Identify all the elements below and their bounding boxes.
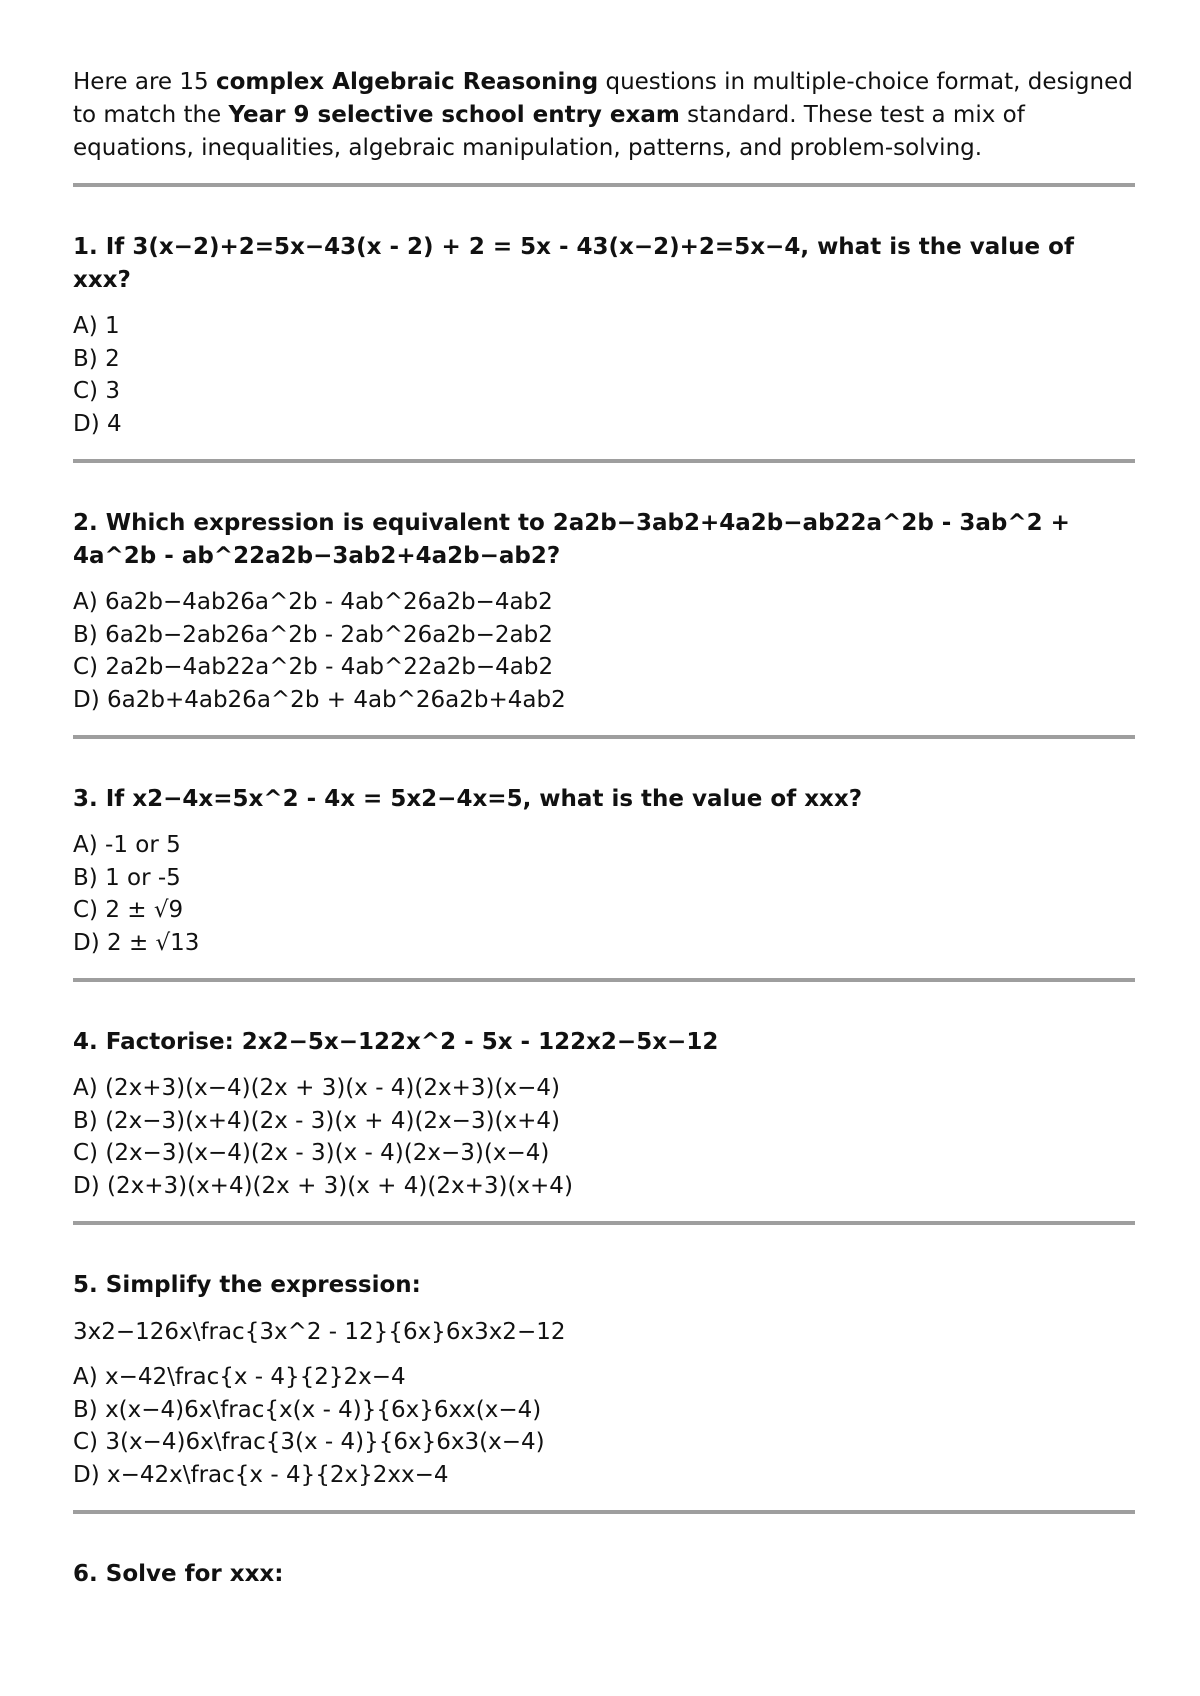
option-d: D) 4	[73, 410, 122, 437]
option-c: C) 2a2b−4ab22a^2b - 4ab^22a2b−4ab2	[73, 654, 554, 680]
question-title: 2. Which expression is equivalent to 2a2b−3ab2+4a2b−ab22a^2b - 3ab^2 + 4a^2b - ab^22a2b−3ab2+4a2b−ab2?	[73, 510, 1070, 569]
question-1	[73, 231, 1135, 440]
divider	[73, 735, 1135, 739]
options-list	[73, 829, 1135, 959]
question-title: 3. If x2−4x=5x^2 - 4x = 5x2−4x=5, what is the value of xxx?	[73, 786, 863, 812]
question-title: 4. Factorise: 2x2−5x−122x^2 - 5x - 122x2−5x−12	[73, 1029, 719, 1055]
question-title: 5. Simplify the expression:	[73, 1272, 421, 1298]
option-a: A) x−42\frac{x - 4}{2}2x−4	[73, 1364, 406, 1390]
option-a: A) (2x+3)(x−4)(2x + 3)(x - 4)(2x+3)(x−4)	[73, 1075, 560, 1101]
intro-paragraph	[73, 66, 1135, 165]
options-list	[73, 1072, 1135, 1202]
option-c: C) (2x−3)(x−4)(2x - 3)(x - 4)(2x−3)(x−4)	[73, 1140, 550, 1166]
options-list	[73, 586, 1135, 716]
option-c: C) 2 ± √9	[73, 897, 184, 923]
option-a: A) 1	[73, 313, 120, 339]
option-a: A) 6a2b−4ab26a^2b - 4ab^26a2b−4ab2	[73, 589, 553, 615]
divider	[73, 1221, 1135, 1225]
option-d: D) 6a2b+4ab26a^2b + 4ab^26a2b+4ab2	[73, 686, 566, 713]
intro-text: questions in multiple-choice format, designed to match the	[73, 69, 1133, 128]
question-4	[73, 1026, 1135, 1202]
divider	[73, 978, 1135, 982]
question-3	[73, 783, 1135, 959]
divider	[73, 459, 1135, 463]
option-d: D) 2 ± √13	[73, 929, 200, 956]
options-list	[73, 310, 1135, 440]
option-d: D) x−42x\frac{x - 4}{2x}2xx−4	[73, 1461, 449, 1488]
option-c: C) 3(x−4)6x\frac{3(x - 4)}{6x}6x3(x−4)	[73, 1429, 545, 1455]
option-b: B) 6a2b−2ab26a^2b - 2ab^26a2b−2ab2	[73, 621, 553, 648]
option-b: B) 2	[73, 345, 120, 372]
question-2	[73, 507, 1135, 716]
intro-bold-exam: Year 9 selective school entry exam	[228, 102, 680, 128]
document-page	[73, 66, 1135, 1591]
intro-bold-topic: complex Algebraic Reasoning	[215, 69, 599, 95]
options-list	[73, 1361, 1135, 1491]
question-5	[73, 1269, 1135, 1491]
option-a: A) -1 or 5	[73, 832, 181, 858]
intro-text: Here are 15	[73, 69, 216, 95]
option-d: D) (2x+3)(x+4)(2x + 3)(x + 4)(2x+3)(x+4)	[73, 1172, 573, 1199]
option-b: B) (2x−3)(x+4)(2x - 3)(x + 4)(2x−3)(x+4)	[73, 1107, 561, 1134]
expression: 3x2−126x\frac{3x^2 - 12}{6x}6x3x2−12	[73, 1319, 566, 1345]
option-b: B) x(x−4)6x\frac{x(x - 4)}{6x}6xx(x−4)	[73, 1396, 542, 1423]
option-c: C) 3	[73, 378, 120, 404]
question-title: 1. If 3(x−2)+2=5x−43(x - 2) + 2 = 5x - 43(x−2)+2=5x−4, what is the value of xxx?	[73, 234, 1074, 293]
question-title: 6. Solve for xxx:	[73, 1561, 284, 1587]
question-6	[73, 1558, 1135, 1591]
divider	[73, 1510, 1135, 1514]
intro-text: standard. These test a mix of equations, inequalities, algebraic manipulation, patterns, and problem-solving.	[73, 102, 1025, 161]
option-b: B) 1 or -5	[73, 864, 181, 891]
divider	[73, 183, 1135, 187]
